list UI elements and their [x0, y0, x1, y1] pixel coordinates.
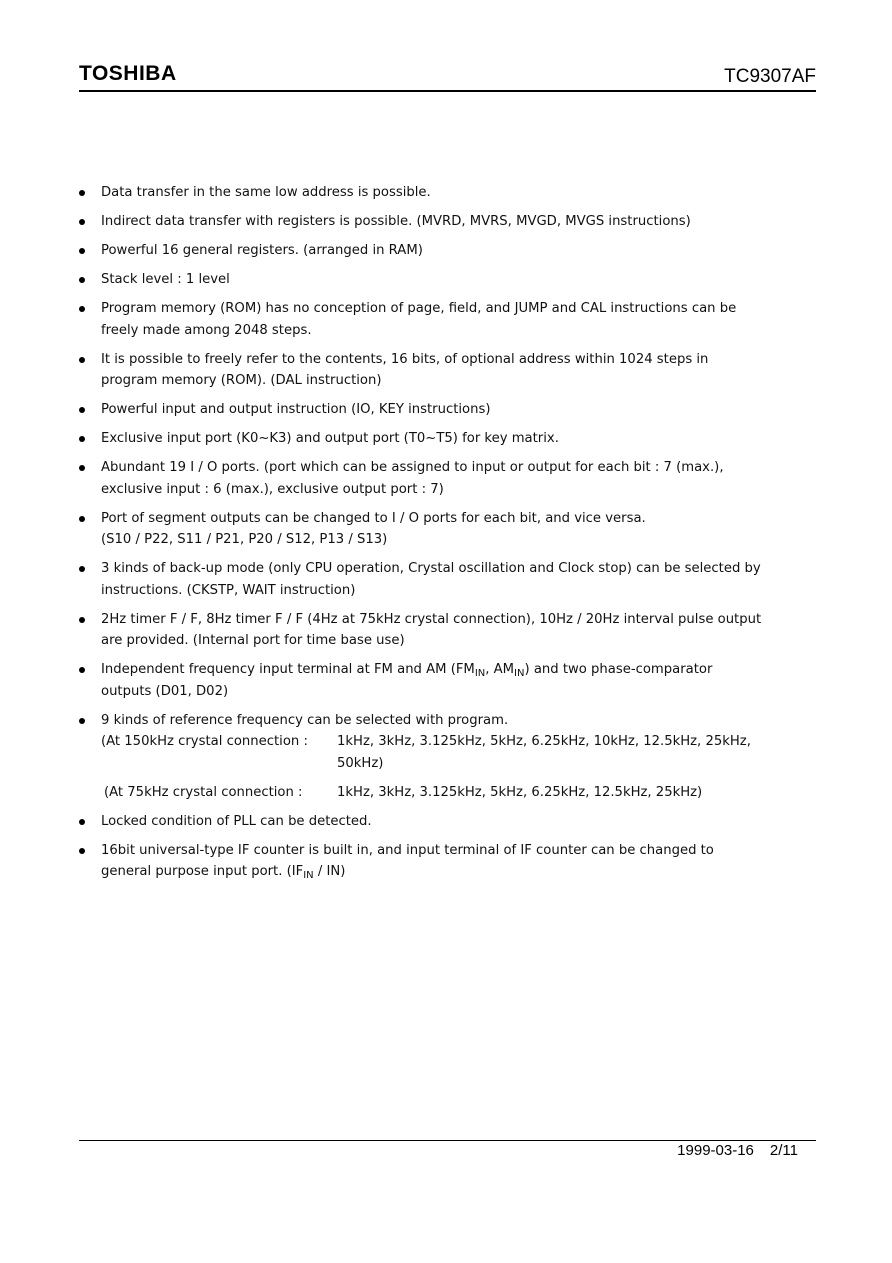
- feature-item: [79, 457, 819, 500]
- bullet-icon: [79, 277, 85, 283]
- feature-item-if-counter: [79, 840, 819, 883]
- feature-item-frequency-input: [79, 659, 819, 702]
- reference-values: 1kHz, 3kHz, 3.125kHz, 5kHz, 6.25kHz, 10kHz, 12.5kHz, 25kHz, 50kHz): [337, 734, 751, 771]
- footer-rule: [79, 1140, 816, 1141]
- bullet-icon: [79, 190, 85, 196]
- feature-line: 2Hz timer F / F, 8Hz timer F / F (4Hz at 75kHz crystal connection), 10Hz / 20Hz interval pulse output: [101, 611, 762, 627]
- bullet-icon: [79, 219, 85, 225]
- feature-line: Locked condition of PLL can be detected.: [101, 813, 372, 829]
- reference-row-150khz: [101, 731, 819, 774]
- bullet-icon: [79, 617, 85, 623]
- feature-line: program memory (ROM). (DAL instruction): [101, 373, 382, 388]
- reference-values: 1kHz, 3kHz, 3.125kHz, 5kHz, 6.25kHz, 12.5kHz, 25kHz): [337, 784, 703, 800]
- feature-line: instructions. (CKSTP, WAIT instruction): [101, 582, 356, 598]
- toshiba-logo: TOSHIBA: [79, 62, 177, 85]
- feature-line: 3 kinds of back-up mode (only CPU operation, Crystal oscillation and Clock stop) can be selected by: [101, 561, 761, 576]
- feature-item: [79, 298, 819, 341]
- feature-line: Stack level : 1 level: [101, 272, 230, 287]
- feature-item-reference-frequency: [79, 710, 819, 804]
- bullet-icon: [79, 718, 85, 724]
- bullet-icon: [79, 516, 85, 522]
- feature-item: [79, 558, 819, 601]
- feature-item: [79, 508, 819, 551]
- bullet-icon: [79, 667, 85, 673]
- bullet-icon: [79, 357, 85, 363]
- page-number: 2/11: [769, 1142, 798, 1159]
- feature-line: 9 kinds of reference frequency can be selected with program.: [101, 712, 509, 728]
- page-footer: [677, 1142, 798, 1159]
- bullet-icon: [79, 566, 85, 572]
- feature-item: [79, 609, 819, 652]
- feature-line: It is possible to freely refer to the contents, 16 bits, of optional address within 1024 steps in: [101, 351, 709, 367]
- feature-line: Exclusive input port (K0~K3) and output port (T0~T5) for key matrix.: [101, 431, 559, 446]
- feature-line: Data transfer in the same low address is possible.: [101, 185, 431, 200]
- feature-line: freely made among 2048 steps.: [101, 322, 312, 338]
- feature-line: (S10 / P22, S11 / P21, P20 / S12, P13 / S13): [101, 532, 388, 547]
- feature-line: Abundant 19 I / O ports. (port which can be assigned to input or output for each bit : 7 (max.),: [101, 460, 724, 475]
- footer-date: 1999-03-16: [677, 1142, 754, 1159]
- feature-line: outputs (D01, D02): [101, 683, 229, 699]
- feature-line: general purpose input port. $(IF_{IN} / IN)$: [101, 864, 346, 881]
- feature-item: [79, 182, 819, 204]
- feature-line: Powerful input and output instruction (IO, KEY instructions): [101, 402, 491, 417]
- page-header: [79, 62, 816, 90]
- feature-line: are provided. (Internal port for time base use): [101, 633, 405, 648]
- bullet-icon: [79, 848, 85, 854]
- feature-item: [79, 349, 819, 392]
- feature-item: [79, 269, 819, 291]
- reference-row-75khz: [101, 782, 819, 804]
- bullet-icon: [79, 436, 85, 442]
- feature-line: Indirect data transfer with registers is possible. (MVRD, MVRS, MVGD, MVGS instructions): [101, 214, 691, 229]
- reference-label: (At 75kHz crystal connection :: [104, 784, 303, 800]
- feature-item: [79, 240, 819, 262]
- feature-list: [79, 182, 819, 890]
- header-rule: [79, 90, 816, 92]
- feature-line: Powerful 16 general registers. (arranged in RAM): [101, 243, 423, 258]
- feature-line: exclusive input : 6 (max.), exclusive output port : 7): [101, 481, 444, 497]
- bullet-icon: [79, 465, 85, 471]
- feature-item: [79, 428, 819, 450]
- feature-line: Port of segment outputs can be changed to I / O ports for each bit, and vice versa.: [101, 510, 646, 526]
- feature-item: [79, 399, 819, 421]
- part-number: TC9307AF: [724, 66, 816, 87]
- feature-line: Independent frequency input terminal at FM and AM ($FM_{IN}$, $AM_{IN}$) and two phase-comparator: [101, 662, 713, 679]
- feature-item: [79, 211, 819, 233]
- bullet-icon: [79, 248, 85, 254]
- reference-label: (At 150kHz crystal connection :: [101, 734, 308, 749]
- bullet-icon: [79, 407, 85, 413]
- feature-line: Program memory (ROM) has no conception of page, field, and JUMP and CAL instructions can be: [101, 301, 737, 316]
- feature-item-pll: [79, 811, 819, 833]
- bullet-icon: [79, 819, 85, 825]
- feature-line: 16bit universal-type IF counter is built in, and input terminal of IF counter can be changed to: [101, 842, 714, 858]
- bullet-icon: [79, 306, 85, 312]
